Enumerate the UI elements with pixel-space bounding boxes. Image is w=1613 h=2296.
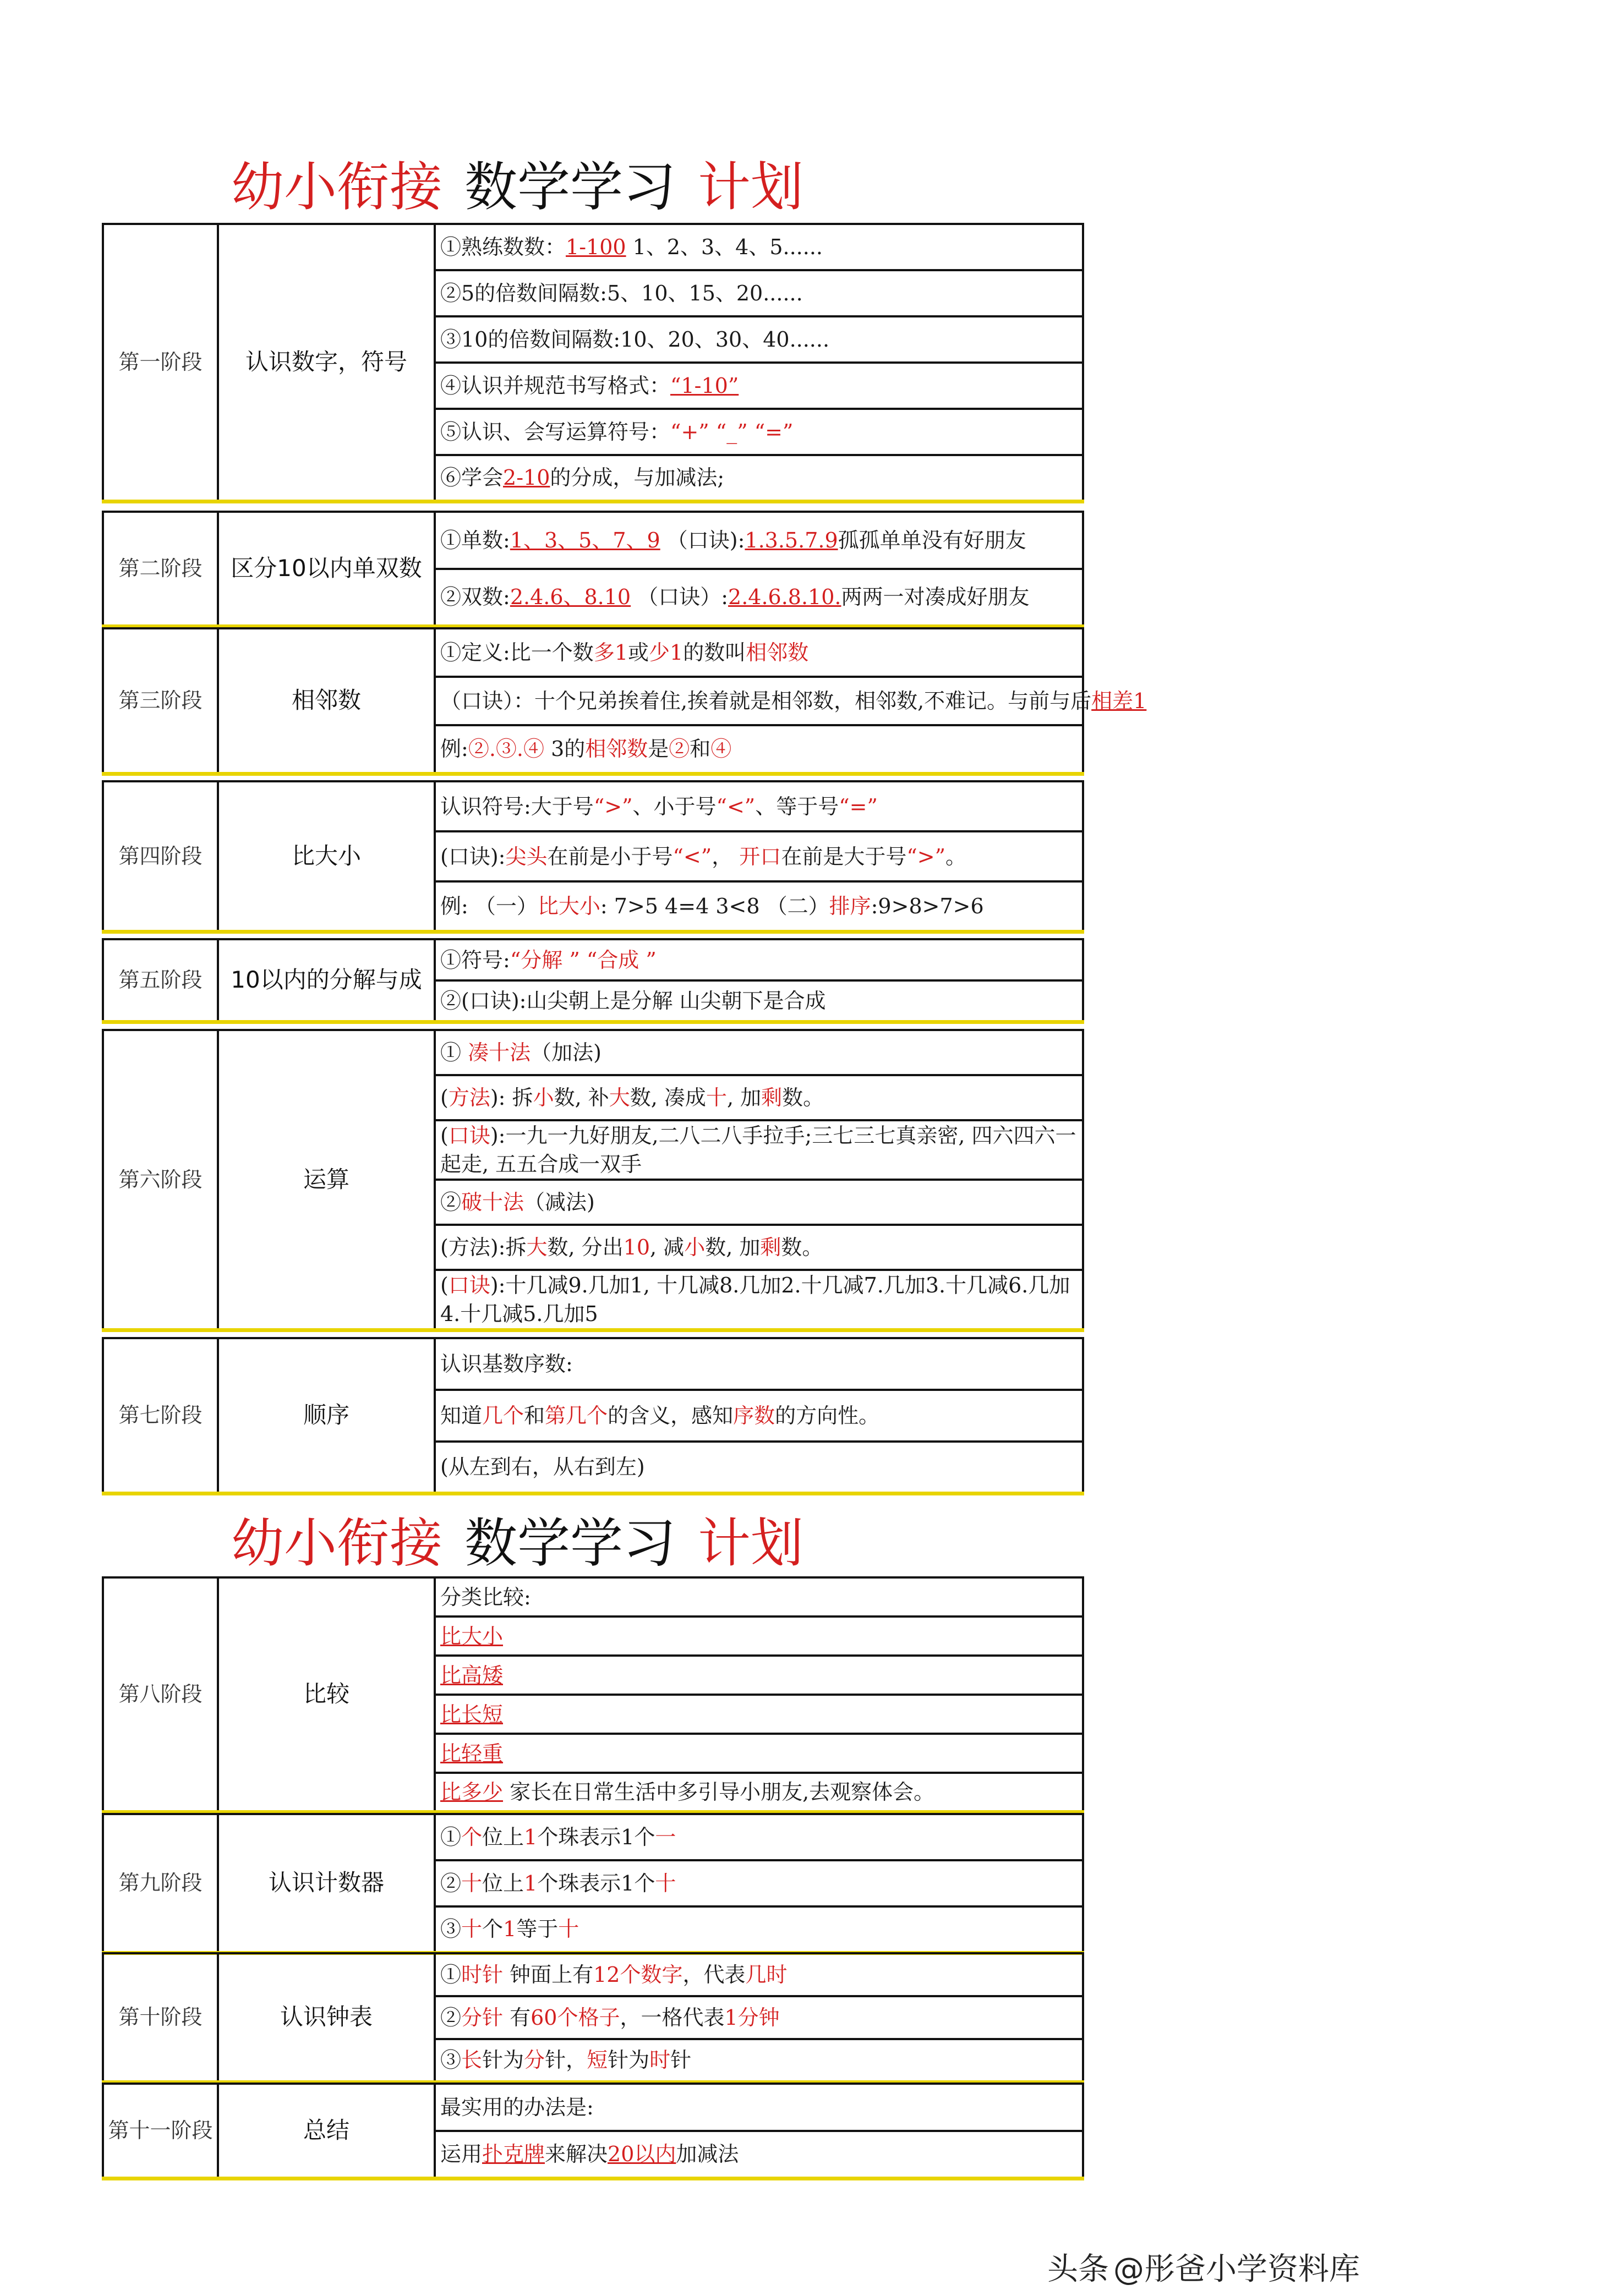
highlight-text: 1-100 (566, 235, 626, 259)
highlight-text: 相差1 (1091, 689, 1147, 713)
item-text (580, 948, 587, 972)
stage-topic: 顺序 (218, 1338, 435, 1493)
item-text: 、小于号 (632, 794, 717, 819)
item-text: 知道 (440, 1404, 483, 1428)
highlight-text: “<” (672, 844, 712, 869)
item-text: 在前是大于号 (781, 844, 907, 869)
stage-item (435, 270, 1083, 316)
stage-label: 第四阶段 (103, 781, 218, 931)
stage-item (435, 1906, 1083, 1953)
item-text: 针为 (608, 2048, 650, 2073)
stage-item (435, 1616, 1083, 1656)
stage-table (102, 1952, 1084, 2084)
highlight-text: 相邻数 (746, 640, 809, 665)
highlight-text: 比轻重 (440, 1741, 504, 1766)
item-text: (方法):拆 (440, 1235, 527, 1259)
item-text: , 加 (726, 1086, 762, 1110)
stage-item (435, 224, 1083, 270)
stage-label: 第八阶段 (103, 1577, 218, 1812)
item-text: ② (440, 1190, 462, 1214)
item-text: ):一九一九好朋友,二八二八手拉手;三七三七真亲密, 四六四六一起走, 五五合成一双手 (440, 1124, 1076, 1176)
stage-item (435, 1814, 1083, 1860)
highlight-text: 剩 (761, 1086, 783, 1110)
highlight-text: 时针 (461, 1963, 504, 1987)
item-text: （口诀）: (631, 585, 729, 610)
item-text: ，一格代表 (620, 2005, 725, 2030)
stage-topic: 区分10以内单双数 (218, 512, 435, 626)
item-text: , 减 (650, 1235, 685, 1259)
stage-item (435, 512, 1083, 569)
highlight-text: 分针 (461, 2005, 504, 2030)
item-text: 的分成，与加减法; (550, 465, 725, 490)
page-title-2 (0, 1510, 1613, 1576)
stage-label: 第三阶段 (103, 628, 218, 774)
highlight-text: 口诀 (448, 1124, 490, 1148)
item-text: 分类比较: (440, 1585, 531, 1609)
highlight-text: “+” “_” “=” (670, 420, 794, 444)
highlight-text: 12个数字 (593, 1963, 683, 1987)
table-row (103, 2084, 1083, 2131)
item-text: ⑥学会 (440, 465, 504, 490)
item-text: 加减法 (676, 2142, 739, 2167)
stage-item (435, 980, 1083, 1022)
item-text: 。 (945, 844, 967, 869)
item-text: (口诀): (440, 844, 506, 869)
highlight-text: 1、3、5、7、9 (510, 528, 660, 552)
highlight-text: 比大小 (537, 894, 600, 918)
item-text: （加法) (531, 1040, 602, 1065)
stage-table (102, 1813, 1084, 1955)
highlight-text: 几时 (745, 1963, 788, 1987)
stage-label: 第九阶段 (103, 1814, 218, 1953)
stage-item (435, 1953, 1083, 1996)
item-text: 个珠表示1个 (537, 1825, 655, 1849)
item-text: （口诀）：十个兄弟挨着住,挨着就是相邻数，相邻数,不难记。与前与后 (440, 689, 1092, 713)
stage-item (435, 628, 1083, 677)
item-text: （口诀): (660, 528, 745, 552)
item-text: 针， (545, 2048, 587, 2073)
table-row (103, 224, 1083, 270)
highlight-text: “<” (716, 794, 756, 819)
item-text: 数。 (781, 1235, 823, 1259)
highlight-text: 比大小 (440, 1624, 504, 1648)
item-text: 3的 (544, 737, 586, 761)
highlight-text: 扑克牌 (482, 2142, 545, 2167)
highlight-text: 1 (524, 1871, 538, 1895)
item-text: ①熟练数数： (440, 235, 566, 259)
table-row (103, 1030, 1083, 1075)
item-text: 是 (648, 737, 669, 761)
stage-label: 第六阶段 (103, 1030, 218, 1330)
item-text: 例: (440, 737, 468, 761)
item-text: （减法) (524, 1190, 595, 1214)
stage-item (435, 1860, 1083, 1906)
highlight-text: 一 (655, 1825, 676, 1849)
item-text: 认识基数序数: (440, 1352, 573, 1376)
stage-topic: 相邻数 (218, 628, 435, 774)
title-part2: 数学学习 (464, 156, 676, 218)
stage-topic: 总结 (218, 2084, 435, 2178)
highlight-text: 60个格子 (531, 2005, 620, 2030)
stage-item (435, 781, 1083, 831)
highlight-text: 1 (524, 1825, 538, 1849)
item-text: 等于 (516, 1917, 559, 1942)
stage-section (102, 627, 1147, 776)
item-text: 来解决 (545, 2142, 608, 2167)
highlight-text: 序数 (733, 1404, 775, 1428)
stage-topic: 10以内的分解与成 (218, 939, 435, 1022)
highlight-text: “>” (906, 844, 946, 869)
highlight-text: “分解 ” (510, 947, 580, 972)
item-text: 数。 (782, 1086, 824, 1110)
highlight-text: ②.③.④ (468, 737, 544, 761)
item-text: 数, 加 (705, 1235, 761, 1259)
highlight-text: 少1 (649, 640, 684, 665)
highlight-text: 比多少 (440, 1779, 504, 1804)
stage-section (102, 1952, 1084, 2084)
item-text: 钟面上有 (503, 1963, 594, 1987)
item-text: 和 (690, 737, 711, 761)
stage-item (435, 2039, 1083, 2082)
highlight-text: 凑十法 (468, 1040, 531, 1065)
item-text: ②5的倍数间隔数:5、10、15、20...... (440, 281, 803, 305)
item-text: ，代表 (682, 1963, 746, 1987)
item-text: 针 (670, 2048, 692, 2073)
stage-item (435, 1695, 1083, 1734)
highlight-text: 20以内 (608, 2142, 676, 2167)
stage-item (435, 363, 1083, 409)
highlight-text: 第几个 (545, 1404, 608, 1428)
stage-topic: 认识计数器 (218, 1814, 435, 1953)
item-text: ( (440, 1086, 449, 1110)
stage-item (435, 569, 1083, 626)
highlight-text: 短 (587, 2048, 608, 2073)
highlight-text: “1-10” (670, 374, 739, 398)
item-text: ① (440, 1825, 462, 1849)
item-text: 有 (503, 2005, 531, 2030)
stage-section (102, 223, 1084, 503)
item-text: 最实用的办法是: (440, 2095, 594, 2119)
stage-item (435, 831, 1083, 881)
item-text: 认识符号:大于号 (440, 794, 594, 819)
item-text: 的方向性。 (775, 1404, 880, 1428)
table-row (103, 781, 1083, 831)
stage-topic: 比较 (218, 1577, 435, 1812)
item-text: ② (440, 2005, 462, 2030)
title-part1: 幼小衔接 (231, 1513, 442, 1574)
title-part2: 数学学习 (464, 1513, 676, 1574)
item-text: 位上 (482, 1871, 524, 1895)
table-row (103, 512, 1083, 569)
highlight-text: 小 (684, 1235, 706, 1259)
highlight-text: 剩 (760, 1235, 781, 1259)
title-part1: 幼小衔接 (231, 156, 442, 218)
item-text: ):十几减9.几加1, 十几减8.几加2.十几减7.几加3.十几减6.几加4.十几减5.几加5 (440, 1273, 1070, 1326)
item-text: ① (440, 1963, 462, 1987)
item-text: ②双数: (440, 585, 510, 610)
stage-label: 第七阶段 (103, 1338, 218, 1493)
item-text: 在前是小于号 (547, 844, 673, 869)
stage-item (435, 1225, 1083, 1270)
item-text: ， (712, 844, 740, 869)
stage-label: 第十一阶段 (103, 2084, 218, 2178)
stage-item (435, 1442, 1083, 1493)
item-text: ① (440, 1040, 468, 1065)
stage-item (435, 1773, 1083, 1812)
item-text: 1、2、3、4、5...... (626, 235, 823, 259)
item-text: 数, 补 (554, 1086, 609, 1110)
stage-item (435, 1734, 1083, 1773)
table-row (103, 1577, 1083, 1616)
stage-table (102, 511, 1084, 628)
stage-section (102, 2083, 1084, 2180)
stage-table (102, 1576, 1084, 1814)
table-row (103, 1953, 1083, 1996)
item-text: 例: （一） (440, 894, 538, 918)
item-text: ①符号: (440, 947, 510, 972)
item-text: 、等于号 (755, 794, 839, 819)
table-row (103, 1814, 1083, 1860)
stage-item (435, 1577, 1083, 1616)
highlight-text: “>” (593, 794, 633, 819)
stage-item (435, 1180, 1083, 1225)
item-text: ①单数: (440, 528, 510, 552)
item-text: 的数叫 (683, 640, 746, 665)
page-title-1 (0, 154, 1613, 220)
stage-item (435, 1075, 1083, 1120)
stage-topic: 比大小 (218, 781, 435, 931)
item-text: (从左到右，从右到左) (440, 1455, 645, 1479)
stage-item (435, 1656, 1083, 1695)
stage-item (435, 1030, 1083, 1075)
stage-table (102, 1029, 1084, 1332)
highlight-text: ④ (710, 737, 732, 761)
item-text: 位上 (482, 1825, 524, 1849)
stage-label: 第十阶段 (103, 1953, 218, 2082)
highlight-text: 长 (461, 2048, 483, 2073)
stage-label: 第五阶段 (103, 939, 218, 1022)
highlight-text: 时 (649, 2048, 671, 2073)
stage-section (102, 1029, 1084, 1332)
item-text: 的含义，感知 (608, 1404, 734, 1428)
title-part3: 计划 (698, 1513, 803, 1574)
table-row (103, 1338, 1083, 1390)
highlight-text: “=” (839, 794, 878, 819)
item-text: 个珠表示1个 (537, 1871, 655, 1895)
item-text: ②(口诀):山尖朝上是分解 山尖朝下是合成 (440, 988, 826, 1013)
highlight-text: 十 (558, 1917, 579, 1942)
stage-section (102, 1576, 1084, 1814)
highlight-text: 十 (706, 1086, 727, 1110)
item-text: :9>8>7>6 (871, 894, 984, 918)
stage-topic: 运算 (218, 1030, 435, 1330)
highlight-text: 比高矮 (440, 1663, 504, 1687)
table-row (103, 939, 1083, 980)
stage-label: 第二阶段 (103, 512, 218, 626)
item-text: 两两一对凑成好朋友 (841, 585, 1030, 610)
highlight-text: 2.4.6、8.10 (510, 585, 631, 610)
highlight-text: 比长短 (440, 1702, 504, 1727)
item-text: ③ (440, 1917, 462, 1942)
footer-brand: 头条 (1047, 2251, 1109, 2287)
item-text: ): 拆 (490, 1086, 533, 1110)
item-text: 针为 (482, 2048, 524, 2073)
item-text: ①定义:比一个数 (440, 640, 594, 665)
stage-table (102, 2083, 1084, 2180)
stage-item (435, 1120, 1083, 1180)
highlight-text: 1.3.5.7.9 (745, 528, 838, 552)
highlight-text: 十 (461, 1917, 483, 1942)
highlight-text: “合成 ” (586, 947, 657, 972)
stage-section (102, 511, 1084, 628)
stage-item (435, 2084, 1083, 2131)
item-text: ④认识并规范书写格式： (440, 374, 671, 398)
highlight-text: 10 (623, 1235, 650, 1259)
highlight-text: 1分钟 (724, 2005, 780, 2030)
highlight-text: 尖头 (505, 844, 548, 869)
highlight-text: ② (669, 737, 690, 761)
item-text: 运用 (440, 2142, 483, 2167)
stage-item (435, 881, 1083, 931)
title-part3: 计划 (698, 156, 803, 218)
highlight-text: 2.4.6.8.10. (728, 585, 841, 610)
stage-table (102, 938, 1084, 1024)
highlight-text: 方法 (448, 1086, 490, 1110)
stage-item (435, 1996, 1083, 2039)
highlight-text: 分 (524, 2048, 545, 2073)
stage-section (102, 780, 1084, 934)
highlight-text: 相邻数 (585, 737, 648, 761)
stage-section (102, 1337, 1084, 1495)
stage-label: 第一阶段 (103, 224, 218, 501)
stage-item (435, 1390, 1083, 1442)
stage-item (435, 939, 1083, 980)
highlight-text: 排序 (829, 894, 871, 918)
stage-table (102, 627, 1147, 776)
stage-table (102, 780, 1084, 934)
item-text: : 7>5 4=4 3<8 （二） (600, 894, 829, 918)
item-text: 家长在日常生活中多引导小朋友,去观察体会。 (503, 1779, 935, 1804)
highlight-text: 1 (503, 1917, 517, 1942)
item-text: ⑤认识、会写运算符号： (440, 420, 671, 444)
table-row (103, 628, 1083, 677)
footer-handle: @彤爸小学资料库 (1113, 2251, 1360, 2287)
stage-section (102, 1813, 1084, 1955)
highlight-text: 开口 (739, 844, 781, 869)
item-text: 孤孤单单没有好朋友 (838, 528, 1026, 552)
highlight-text: 大 (526, 1235, 548, 1259)
highlight-text: 十 (461, 1871, 483, 1895)
highlight-text: 十 (655, 1871, 676, 1895)
item-text: ③10的倍数间隔数:10、20、30、40...... (440, 327, 830, 352)
stage-section (102, 938, 1084, 1024)
item-text: 数, 分出 (547, 1235, 624, 1259)
footer-watermark (1047, 2245, 1360, 2289)
stage-item (435, 409, 1083, 455)
stage-item (435, 316, 1083, 363)
highlight-text: 破十法 (461, 1190, 524, 1214)
stage-item (435, 1338, 1083, 1390)
item-text: 和 (524, 1404, 545, 1428)
item-text: ③ (440, 2048, 462, 2073)
item-text: 或 (628, 640, 649, 665)
stage-topic: 认识钟表 (218, 1953, 435, 2082)
stage-topic: 认识数字，符号 (218, 224, 435, 501)
stage-item (435, 677, 1147, 725)
stage-item (435, 455, 1083, 501)
item-text: ( (440, 1273, 449, 1297)
item-text: 个 (482, 1917, 504, 1942)
highlight-text: 几个 (482, 1404, 524, 1428)
highlight-text: 多1 (593, 640, 628, 665)
stage-item (435, 725, 1083, 774)
highlight-text: 小 (533, 1086, 554, 1110)
stage-table (102, 223, 1084, 503)
item-text: ( (440, 1124, 449, 1148)
highlight-text: 大 (609, 1086, 630, 1110)
stage-item (435, 2131, 1083, 2178)
highlight-text: 口诀 (448, 1273, 490, 1297)
highlight-text: 2-10 (503, 465, 550, 490)
stage-table (102, 1337, 1084, 1495)
item-text: ② (440, 1871, 462, 1895)
stage-item (435, 1270, 1083, 1330)
item-text: 数, 凑成 (630, 1086, 706, 1110)
highlight-text: 个 (461, 1825, 483, 1849)
